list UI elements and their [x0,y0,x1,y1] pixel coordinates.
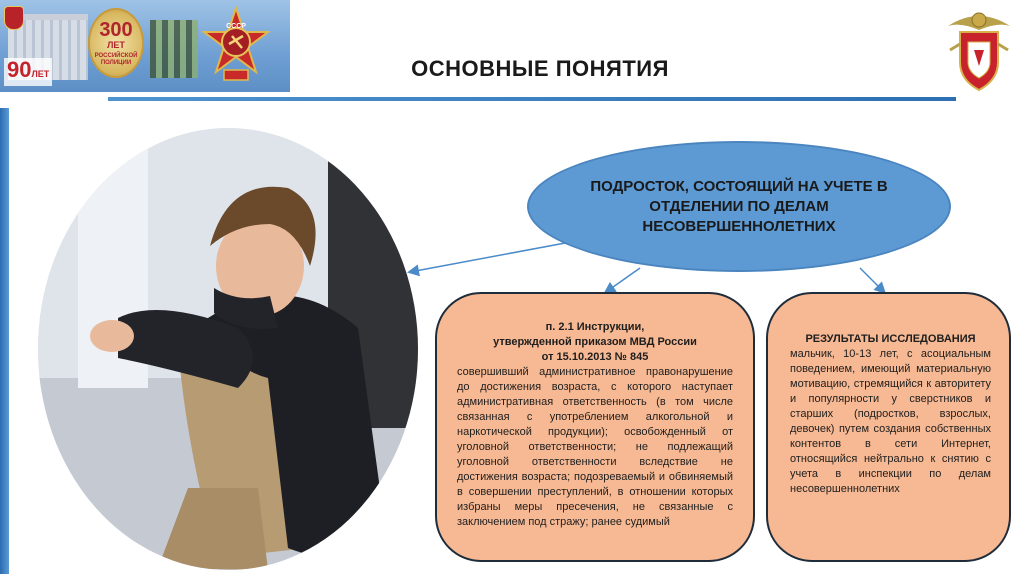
arrow-to-left-box [606,268,640,292]
guards-image [150,20,198,78]
central-concept-ellipse [527,141,951,272]
header-banner [0,0,290,92]
jubilee-word: ЛЕТ [107,40,125,50]
anniversary-unit: ЛЕТ [31,69,50,79]
left-accent-bar [0,108,9,574]
instruction-heading-line3: от 15.10.2013 № 845 [541,351,649,363]
arrow-to-right-box [860,268,884,292]
police-crest-icon [4,6,24,30]
jubilee-caption: РОССИЙСКОЙ ПОЛИЦИИ [94,53,138,66]
teenager-photo [38,128,418,570]
instruction-heading-line2: утвержденной приказом МВД России [493,336,697,348]
teenager-illustration [38,128,418,570]
instruction-body-text: совершивший административное правонарушение до достижения возраста, с которого наступает административная ответственность (в том числе связанная с употреблением алкогольной и наркотической продукции); освобожденный от уголовной ответственности; не подлежащий уголовной ответственности вследствие не достижения возраста; подозреваемый и обвиняемый в совершении преступлений, в отношении которых избраны меры пресечения, не связанные с заключением под стражу; ранее судимый [457,366,733,528]
research-body-text: мальчик, 10-13 лет, с асоциальным поведением, имеющий материальную мотивацию, стремящийся к авторитету и популярности у сверстников и старших (подростков, взрослых, девочек) путем создания собственных контентов в сети Интернет, относящийся нейтрально к снятию с учета в инспекции по делам несовершеннолетних [790,348,991,495]
jubilee-medal [88,8,144,78]
anniversary-90-label [4,58,52,86]
research-heading: РЕЗУЛЬТАТЫ ИССЛЕДОВАНИЯ [805,333,976,345]
instruction-heading-line1: п. 2.1 Инструкции, [545,321,645,333]
order-star-icon [202,6,270,84]
anniversary-number: 90 [7,57,32,82]
research-results-box [766,292,1011,562]
title-underline [108,97,956,101]
instruction-definition-box [435,292,755,562]
jubilee-number: 300 [99,19,133,41]
order-label: СССР [226,23,246,30]
central-concept-text: ПОДРОСТОК, СОСТОЯЩИЙ НА УЧЕТЕ В ОТДЕЛЕНИИ ПО ДЕЛАМ НЕСОВЕРШЕННОЛЕТНИХ [590,177,888,235]
slide-title: ОСНОВНЫЕ ПОНЯТИЯ [411,56,669,81]
mvd-emblem-icon [940,4,1018,96]
